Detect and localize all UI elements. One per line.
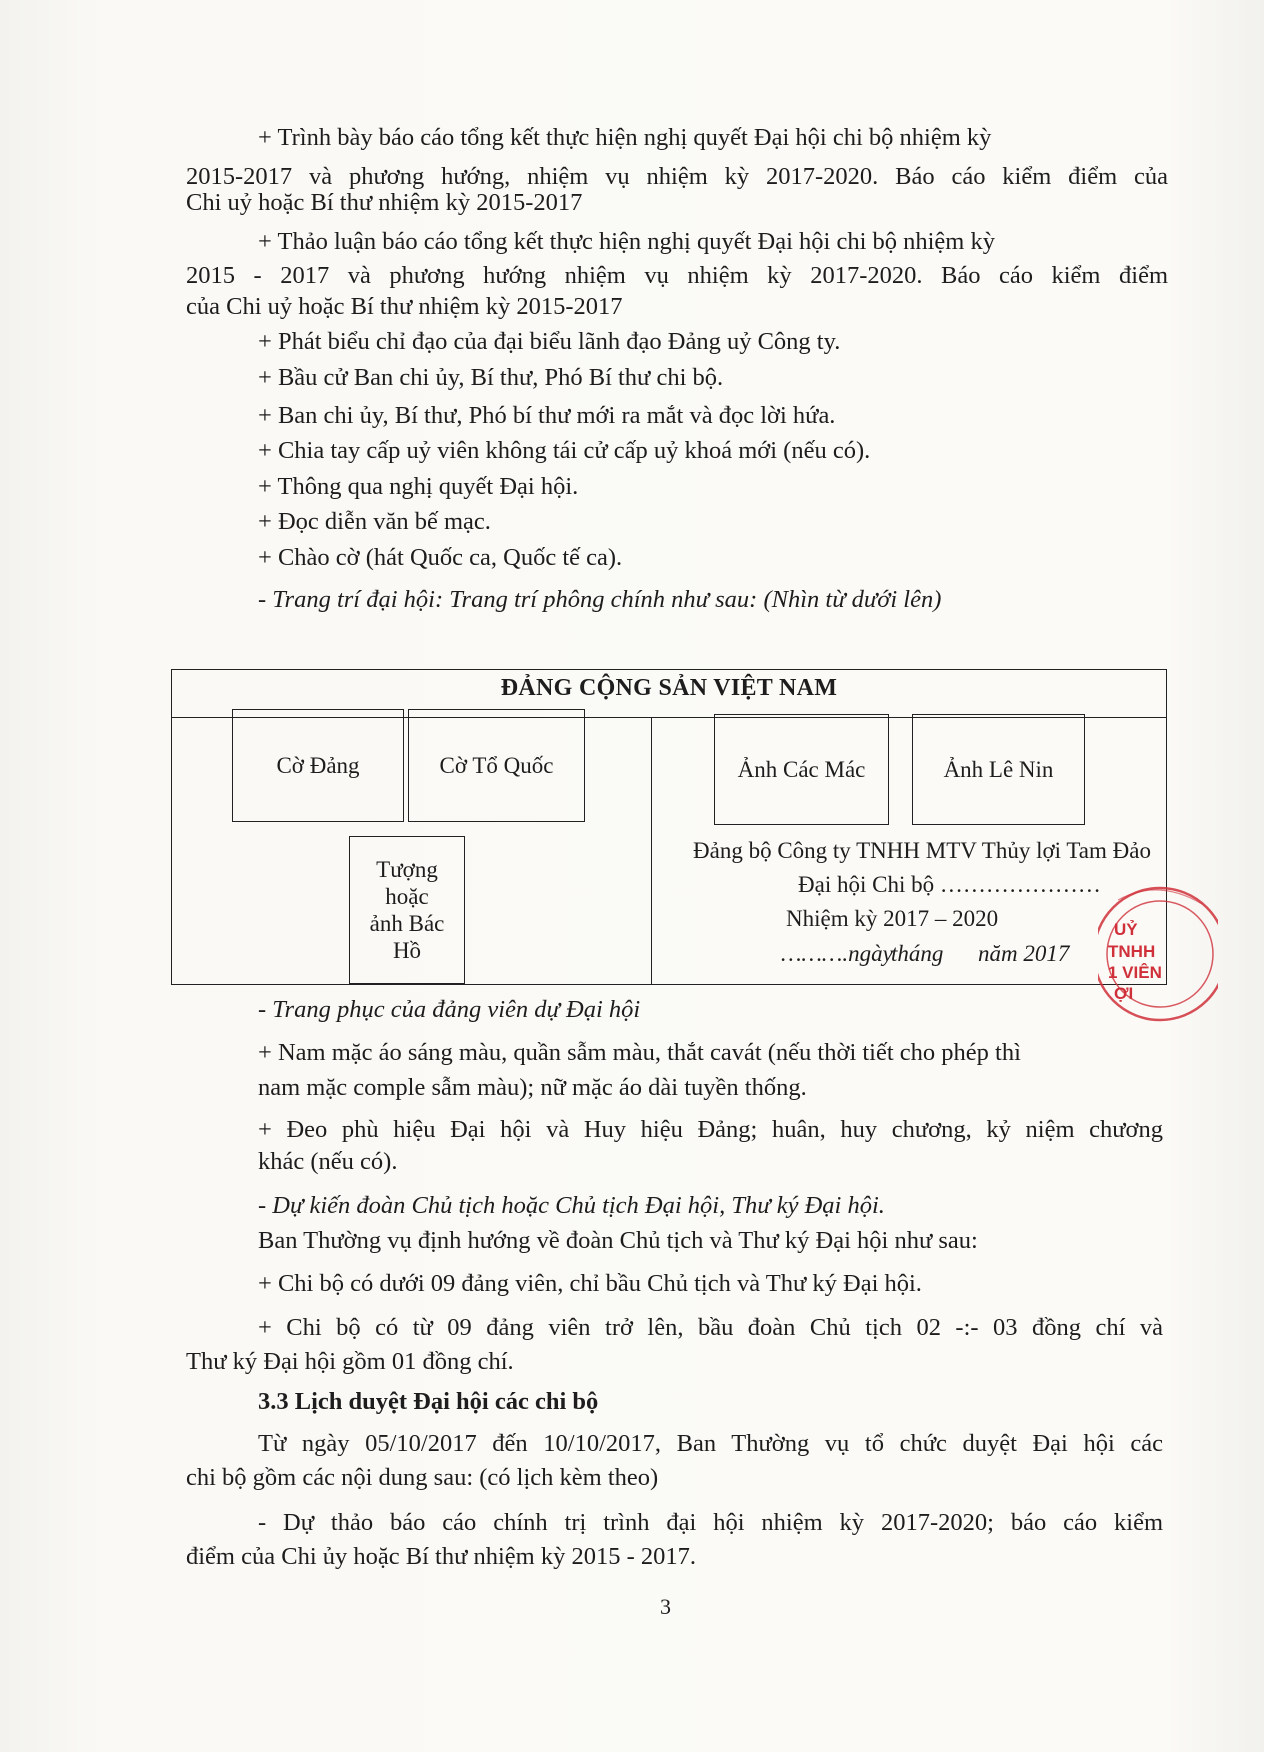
diagram-divider bbox=[651, 717, 652, 984]
statue-box bbox=[349, 836, 465, 984]
presidium-intro: Ban Thường vụ định hướng về đoàn Chủ tịch và Thư ký Đại hội như sau: bbox=[258, 1227, 978, 1254]
attire-item-men: + Nam mặc áo sáng màu, quần sẫm màu, thắt cavát (nếu thời tiết cho phép thì bbox=[258, 1039, 1021, 1066]
stage-backdrop-diagram bbox=[171, 669, 1167, 985]
draft-report-item-cont: điểm của Chi ủy hoặc Bí thư nhiệm kỳ 2015 - 2017. bbox=[186, 1543, 697, 1570]
presidium-item: + Chi bộ có dưới 09 đảng viên, chỉ bầu Chủ tịch và Thư ký Đại hội. bbox=[258, 1270, 922, 1297]
rehearsal-paragraph-cont: chi bộ gồm các nội dung sau: (có lịch kèm theo) bbox=[186, 1464, 659, 1491]
lenin-label: Ảnh Lê Nin bbox=[943, 756, 1054, 782]
statue-label: Hồ bbox=[392, 938, 422, 963]
agenda-item-discussion-cont: 2015 - 2017 và phương hướng nhiệm vụ nhiệm kỳ 2017-2020. Báo cáo kiểm điểm bbox=[186, 262, 1168, 289]
presidium-heading: - Dự kiến đoàn Chủ tịch hoặc Chủ tịch Đại hội, Thư ký Đại hội. bbox=[258, 1192, 885, 1219]
party-flag-label: Cờ Đảng bbox=[276, 752, 360, 778]
national-flag-box bbox=[408, 709, 585, 822]
rehearsal-paragraph: Từ ngày 05/10/2017 đến 10/10/2017, Ban Thường vụ tổ chức duyệt Đại hội các bbox=[258, 1430, 1163, 1457]
marx-portrait-box bbox=[714, 714, 889, 825]
attire-heading: - Trang phục của đảng viên dự Đại hội bbox=[258, 996, 641, 1023]
diagram-header: ĐẢNG CỘNG SẢN VIỆT NAM bbox=[500, 675, 838, 701]
attire-item-men-cont: nam mặc comple sẫm màu); nữ mặc áo dài tuyền thống. bbox=[258, 1074, 807, 1101]
statue-label: Tượng bbox=[376, 857, 438, 882]
congress-line: Đại hội Chi bộ ………………… bbox=[798, 872, 1101, 897]
presidium-item-cont: Thư ký Đại hội gồm 01 đồng chí. bbox=[186, 1348, 514, 1375]
organization-line: Đảng bộ Công ty TNHH MTV Thủy lợi Tam Đảo bbox=[693, 838, 1151, 863]
agenda-item: + Bầu cử Ban chi ủy, Bí thư, Phó Bí thư chi bộ. bbox=[258, 364, 724, 391]
agenda-item: + Đọc diễn văn bế mạc. bbox=[258, 508, 491, 535]
national-flag-label: Cờ Tổ Quốc bbox=[439, 752, 554, 778]
decoration-heading: - Trang trí đại hội: Trang trí phông chính như sau: (Nhìn từ dưới lên) bbox=[258, 586, 942, 613]
presidium-item: + Chi bộ có từ 09 đảng viên trở lên, bầu đoàn Chủ tịch 02 -:- 03 đồng chí và bbox=[258, 1314, 1163, 1341]
term-line: Nhiệm kỳ 2017 – 2020 bbox=[786, 906, 999, 931]
attire-item-badges: + Đeo phù hiệu Đại hội và Huy hiệu Đảng; huân, huy chương, kỷ niệm chương bbox=[258, 1116, 1163, 1143]
lenin-portrait-box bbox=[912, 714, 1085, 825]
party-flag-box bbox=[232, 709, 404, 822]
agenda-item-report: + Trình bày báo cáo tổng kết thực hiện nghị quyết Đại hội chi bộ nhiệm kỳ bbox=[258, 124, 992, 151]
agenda-item-report-cont2: Chi uỷ hoặc Bí thư nhiệm kỳ 2015-2017 bbox=[186, 189, 583, 216]
agenda-item: + Chia tay cấp uỷ viên không tái cử cấp uỷ khoá mới (nếu có). bbox=[258, 437, 871, 464]
date-line-month: tháng bbox=[891, 941, 944, 966]
agenda-item: + Ban chi ủy, Bí thư, Phó bí thư mới ra mắt và đọc lời hứa. bbox=[258, 402, 836, 429]
agenda-item-discussion: + Thảo luận báo cáo tổng kết thực hiện nghị quyết Đại hội chi bộ nhiệm kỳ bbox=[258, 228, 995, 255]
draft-report-item: - Dự thảo báo cáo chính trị trình đại hội nhiệm kỳ 2017-2020; báo cáo kiểm bbox=[258, 1509, 1163, 1536]
agenda-item: + Chào cờ (hát Quốc ca, Quốc tế ca). bbox=[258, 544, 623, 571]
red-seal-stamp: UỶ TNHH 1 VIÊN ỢI bbox=[1098, 872, 1218, 1072]
page-number: 3 bbox=[660, 1594, 671, 1619]
agenda-item-discussion-cont2: của Chi uỷ hoặc Bí thư nhiệm kỳ 2015-2017 bbox=[186, 293, 623, 320]
attire-item-badges-cont: khác (nếu có). bbox=[258, 1148, 398, 1175]
agenda-item-report-cont: 2015-2017 và phương hướng, nhiệm vụ nhiệm kỳ 2017-2020. Báo cáo kiểm điểm của bbox=[186, 163, 1168, 190]
marx-label: Ảnh Các Mác bbox=[737, 756, 866, 782]
agenda-item: + Phát biểu chỉ đạo của đại biểu lãnh đạo Đảng uỷ Công ty. bbox=[258, 328, 841, 355]
statue-label: hoặc bbox=[385, 884, 429, 909]
date-line-year: năm 2017 bbox=[978, 941, 1070, 966]
date-line-day: ……….ngày bbox=[781, 941, 893, 966]
statue-label: ảnh Bác bbox=[369, 911, 445, 936]
section-title: 3.3 Lịch duyệt Đại hội các chi bộ bbox=[258, 1388, 599, 1415]
agenda-item: + Thông qua nghị quyết Đại hội. bbox=[258, 473, 579, 500]
